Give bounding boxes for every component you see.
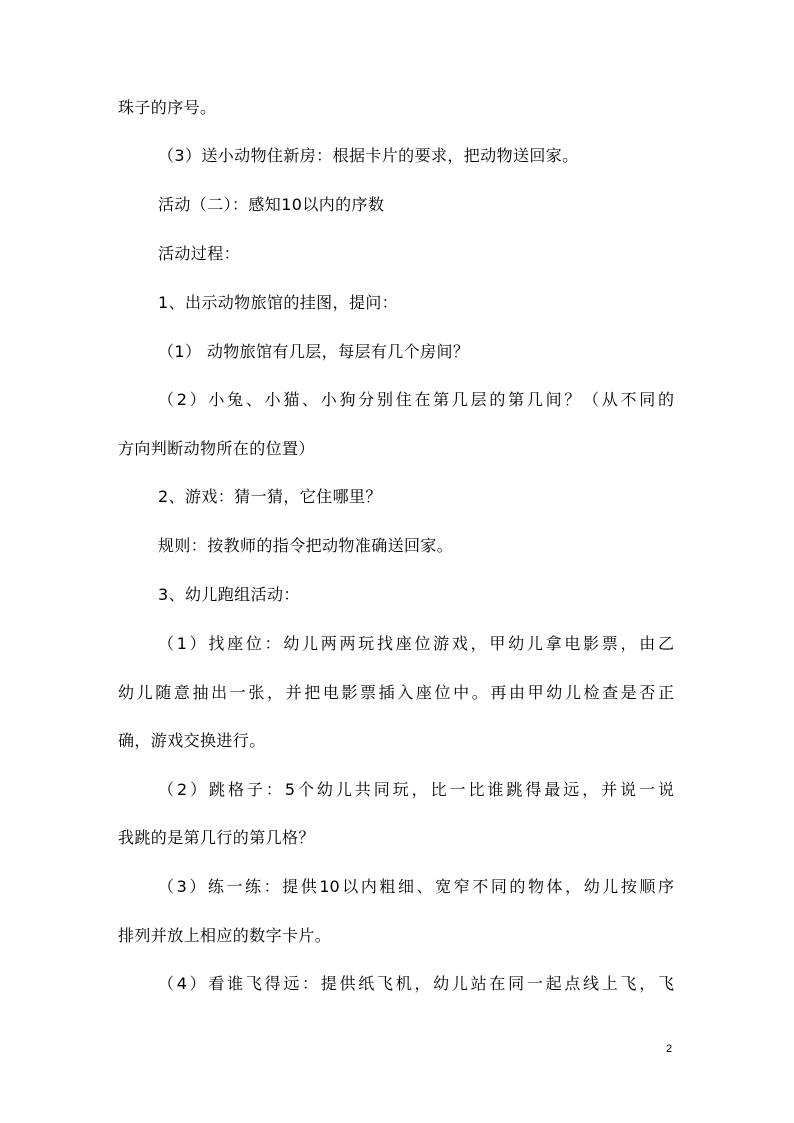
text-line: （2）小兔、小猫、小狗分别住在第几层的第几间？（从不同的 (158, 390, 674, 409)
text-line: 排列并放上相应的数字卡片。 (118, 926, 332, 945)
text-line: 活动（二）：感知10以内的序数 (158, 195, 385, 214)
text-line: （1）找座位：幼儿两两玩找座位游戏，甲幼儿拿电影票，由乙 (158, 634, 674, 653)
text-line: （3）送小动物住新房：根据卡片的要求，把动物送回家。 (158, 146, 579, 165)
text-line: 3、幼儿跑组活动： (158, 585, 300, 604)
text-line: 规则：按教师的指令把动物准确送回家。 (158, 536, 454, 555)
text-line: 1、出示动物旅馆的挂图，提问： (158, 293, 399, 312)
text-line: 珠子的序号。 (118, 98, 217, 117)
text-line: 2、游戏：猜一猜，它住哪里？ (158, 487, 382, 506)
text-line: 活动过程： (158, 244, 241, 263)
text-line: 幼儿随意抽出一张，并把电影票插入座位中。再由甲幼儿检查是否正 (118, 683, 674, 702)
text-line: （2）跳格子：5个幼儿共同玩，比一比谁跳得最远，并说一说 (158, 780, 674, 799)
page-number: 2 (666, 1043, 673, 1055)
text-line: （3）练一练：提供10以内粗细、宽窄不同的物体，幼儿按顺序 (158, 877, 674, 896)
text-line: 确，游戏交换进行。 (118, 731, 266, 750)
text-line: （4）看谁飞得远：提供纸飞机，幼儿站在同一起点线上飞，飞 (158, 974, 674, 993)
text-line: 我跳的是第几行的第几格？ (118, 828, 315, 847)
text-line: 方向判断动物所在的位置） (118, 439, 315, 458)
text-line: （1） 动物旅馆有几层，每层有几个房间？ (158, 342, 470, 361)
